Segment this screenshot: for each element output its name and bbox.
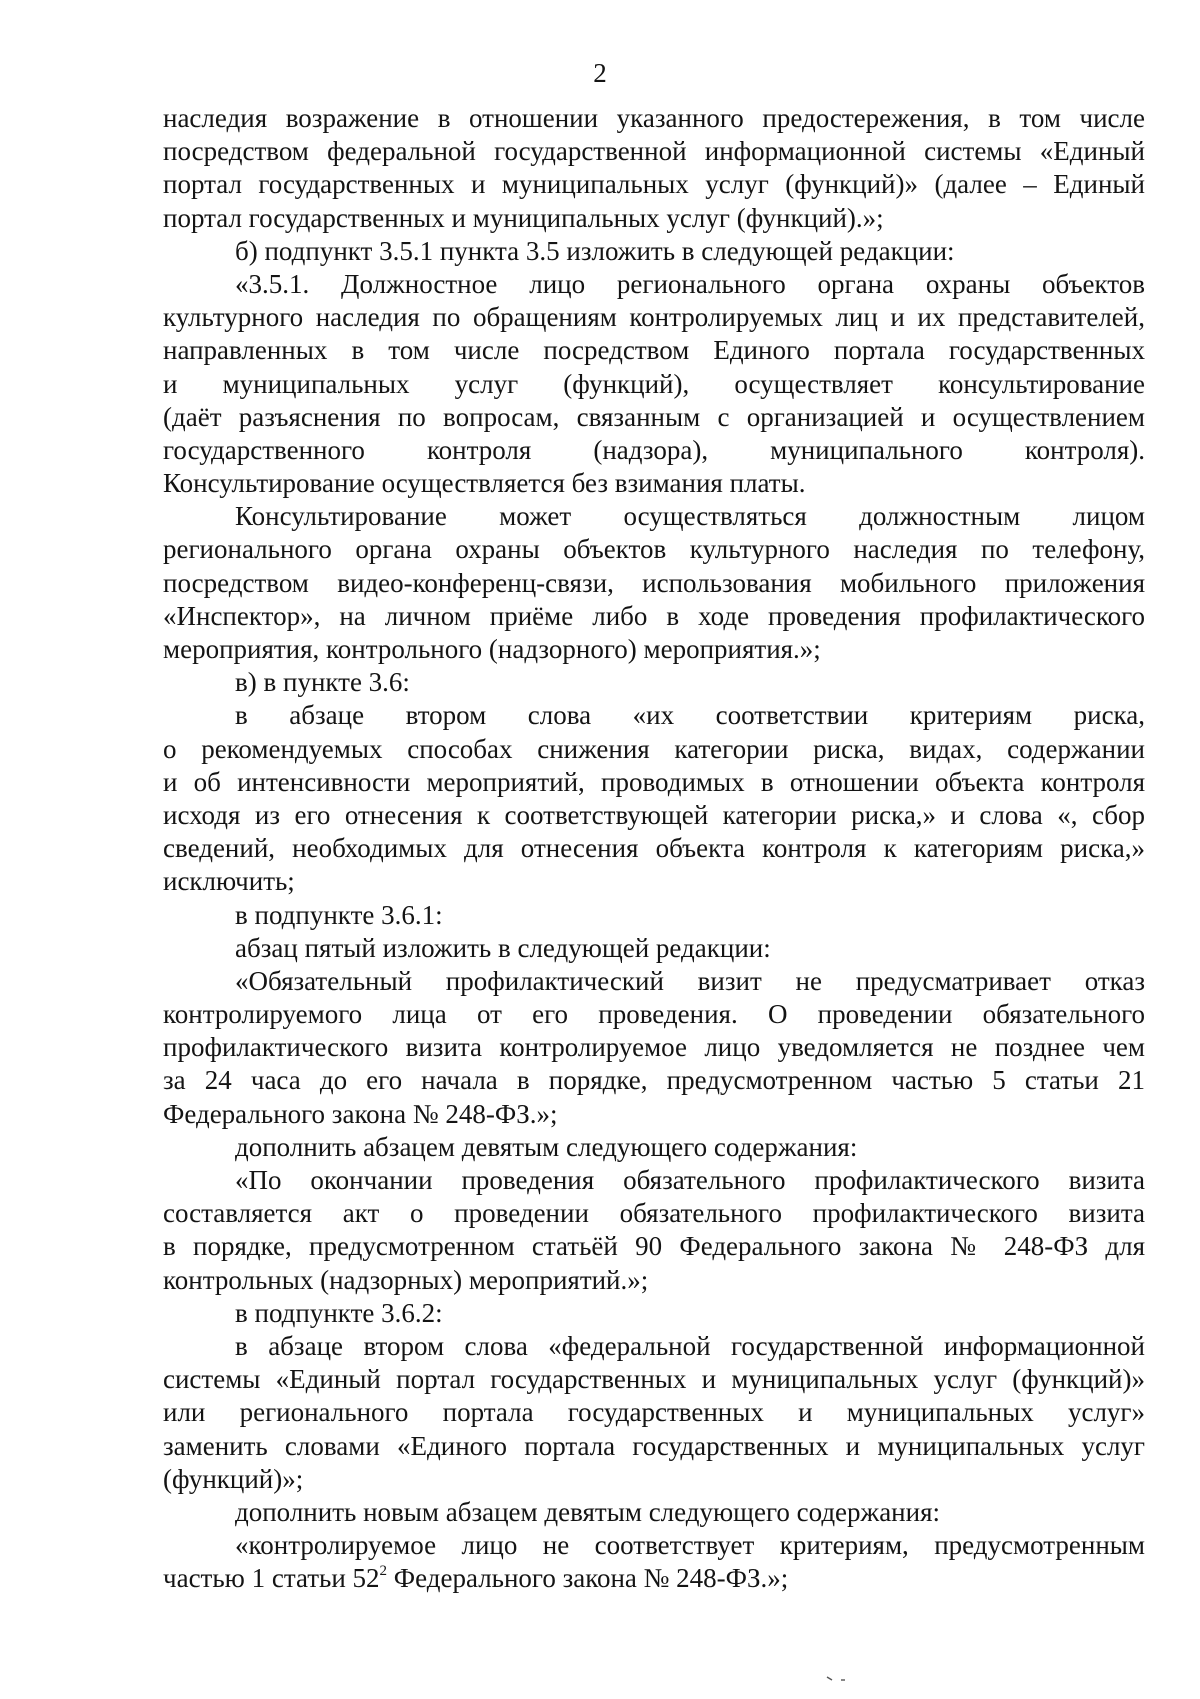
text-line: мероприятия, контрольного (надзорного) мероприятия.»; [163, 634, 821, 664]
page-number: 2 [593, 58, 607, 88]
document-body [163, 102, 1145, 1595]
text-line: «Обязательный профилактический визит не предусматривает отказ [235, 965, 1145, 996]
text-line: портал государственных и муниципальных услуг (функций)» (далее – Единый [163, 169, 1145, 200]
text-line: профилактического визита контролируемое лицо уведомляется не позднее чем [163, 1032, 1145, 1063]
superscript: 2 [379, 1563, 388, 1580]
text-line: в подпункте 3.6.2: [235, 1297, 443, 1328]
text-line: в абзаце втором слова «их соответствии критериям риска, [235, 700, 1145, 731]
text-line: в) в пункте 3.6: [235, 667, 410, 698]
text-line: заменить словами «Единого портала государственных и муниципальных услуг [163, 1430, 1145, 1461]
text-line: направленных в том числе посредством Единого портала государственных [163, 335, 1145, 366]
text-line: и об интенсивности мероприятий, проводимых в отношении объекта контроля [163, 766, 1145, 797]
text-line: о рекомендуемых способах снижения категории риска, видах, содержании [163, 733, 1145, 764]
text-line: или регионального портала государственных и муниципальных услуг» [163, 1397, 1145, 1428]
text-line: посредством федеральной государственной информационной системы «Единый [163, 136, 1145, 167]
text-line: «По окончании проведения обязательного профилактического визита [235, 1165, 1145, 1195]
text-line: в порядке, предусмотренном статьёй 90 Федерального закона № 248-ФЗ для [163, 1231, 1145, 1262]
text-line: контролируемого лица от его проведения. О проведении обязательного [163, 999, 1145, 1030]
text-line: составляется акт о проведении обязательного профилактического визита [163, 1198, 1145, 1229]
text-line: (даёт разъяснения по вопросам, связанным с организацией и осуществлением [163, 401, 1145, 432]
scan-artifact [826, 1675, 854, 1683]
text-line: государственного контроля (надзора), муниципального контроля). [163, 434, 1145, 465]
text-line: исключить; [163, 866, 295, 897]
text-line: и муниципальных услуг (функций), осуществляет консультирование [163, 368, 1145, 399]
text-line: регионального органа охраны объектов культурного наследия по телефону, [163, 534, 1145, 565]
text-line: Федерального закона № 248-ФЗ.»; [163, 1098, 558, 1129]
text-line: «Инспектор», на личном приёме либо в ходе проведения профилактического [163, 600, 1145, 631]
text-line: сведений, необходимых для отнесения объекта контроля к категориям риска,» [163, 833, 1145, 864]
text-line: в абзаце втором слова «федеральной государственной информационной [235, 1330, 1145, 1361]
text-line: за 24 часа до его начала в порядке, предусмотренном частью 5 статьи 21 [163, 1065, 1145, 1096]
text-span: частью 1 статьи 52 [163, 1563, 380, 1594]
text-line-last [163, 1562, 1145, 1595]
text-line: портал государственных и муниципальных услуг (функций).»; [163, 202, 884, 233]
text-line: Консультирование осуществляется без взимания платы. [163, 468, 806, 499]
text-line: (функций)»; [163, 1463, 304, 1494]
text-line: контрольных (надзорных) мероприятий.»; [163, 1264, 649, 1295]
text-line: дополнить новым абзацем девятым следующего содержания: [235, 1496, 940, 1527]
text-line: абзац пятый изложить в следующей редакции: [235, 932, 771, 963]
text-line: посредством видео-конференц-связи, использования мобильного приложения [163, 567, 1145, 598]
text-line: Консультирование может осуществляться должностным лицом [235, 501, 1145, 532]
text-line: в подпункте 3.6.1: [235, 899, 443, 930]
text-line: культурного наследия по обращениям контролируемых лиц и их представителей, [163, 302, 1145, 333]
text-line: системы «Единый портал государственных и муниципальных услуг (функций)» [163, 1364, 1145, 1395]
text-line: дополнить абзацем девятым следующего содержания: [235, 1131, 858, 1162]
text-span: Федерального закона № 248-ФЗ.»; [387, 1563, 789, 1594]
text-line: исходя из его отнесения к соответствующей категории риска,» и слова «, сбор [163, 799, 1145, 830]
text-line: б) подпункт 3.5.1 пункта 3.5 изложить в следующей редакции: [235, 235, 955, 266]
text-line: наследия возражение в отношении указанного предостережения, в том числе [163, 103, 1145, 133]
text-line: «3.5.1. Должностное лицо регионального органа охраны объектов [235, 268, 1145, 299]
text-line: «контролируемое лицо не соответствует критериям, предусмотренным [235, 1530, 1145, 1561]
